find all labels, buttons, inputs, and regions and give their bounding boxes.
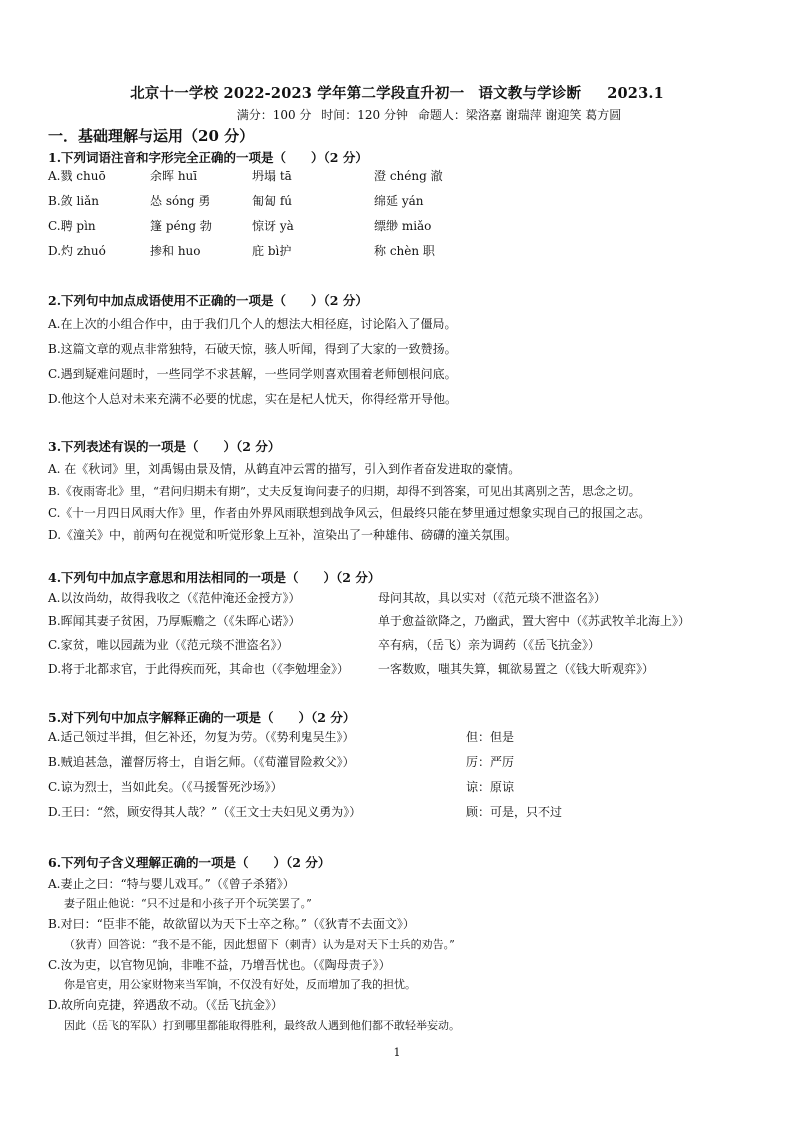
subject-title: 语文教与学诊断 [478,85,582,102]
q2-option-d: D.他这个人总对未来充满不必要的忧虑，实在是杞人忧天，你得经常开导他。 [48,392,458,406]
q5-option-c: C.谅为烈士，当如此矣。（《马援誓死沙场》） [48,780,283,794]
q5-option-c-gloss: 谅：原谅 [466,780,515,794]
q4-option-d-left: D.将于北都求官，于此得疾而死，其命也（《李勉埋金》） [48,662,350,676]
q1-option-b-2: 怂 sóng 勇 [150,194,211,208]
q4-option-c-left: C.家贫，唯以园蔬为业（《范元琰不泄盗名》） [48,638,289,652]
q1-option-d-4: 称 chèn 职 [374,244,435,258]
school-title: 北京十一学校 2022-2023 学年第二学段直升初一 [130,85,465,102]
q4-option-a-right: 母问其故，具以实对（《范元琰不泄盗名》） [378,591,607,605]
question-1-stem: 1.下列词语注音和字形完全正确的一项是（ ）（2 分） [48,150,368,165]
q5-option-a: A.适己领过半揖，但乞补还，勿复为劳。（《势利鬼吴生》） [48,730,355,744]
q1-option-d-1: D.灼 zhuó [48,244,106,258]
q2-option-c: C.遇到疑难问题时，一些同学不求甚解，一些同学则喜欢围着老师刨根问底。 [48,367,457,381]
question-3-stem: 3.下列表述有误的一项是（ ）（2 分） [48,439,281,454]
time-limit: 时间：120 分钟 [321,108,408,122]
q6-option-c: C.汝为吏，以官物见饷，非唯不益，乃增吾忧也。（《陶母责子》） [48,958,391,972]
q5-option-d-gloss: 顾：可是，只不过 [466,805,563,819]
full-score: 满分：100 分 [236,108,312,122]
q1-option-b-3: 匍匐 fú [252,194,292,208]
q4-option-b-left: B.晖闻其妻子贫困，乃厚赈赡之（《朱晖心诺》） [48,614,301,628]
q5-option-d: D.王曰：“然，顾安得其人哉？”（《王文士夫妇见义勇为》） [48,805,362,819]
q1-option-c-1: C.聘 pìn [48,219,96,233]
q1-option-c-4: 缥缈 miǎo [374,219,432,233]
q6-option-a-translation: 妻子阻止他说：“只不过是和小孩子开个玩笑罢了。” [64,897,312,910]
q1-option-c-3: 惊讶 yà [252,219,294,233]
q1-option-a-4: 澄 chéng 澈 [374,169,443,183]
q4-option-b-right: 单于愈益欲降之，乃幽武，置大窖中（《苏武牧羊北海上》） [378,614,691,628]
q5-option-b: B.贼追甚急，灌督厉将士，自诣乞师。（《荀灌冒险救父》） [48,755,355,769]
exam-title [0,82,794,103]
q1-option-d-2: 掺和 huo [150,244,201,258]
authors: 命题人：梁洛嘉 谢瑞萍 谢迎笑 葛方圆 [417,108,622,122]
q1-option-b-1: B.敛 liǎn [48,194,100,208]
q1-option-b-4: 绵延 yán [374,194,424,208]
q3-option-a: A. 在《秋词》里，刘禹锡由景及情，从鹤直冲云霄的描写，引入到作者奋发进取的豪情。 [48,462,521,476]
q1-option-a-3: 坍塌 tā [252,169,292,183]
q4-option-a-left: A.以汝尚幼，故得我收之（《范仲淹还金授方》） [48,591,301,605]
q4-option-c-right: 卒有病，（岳飞）亲为调药（《岳飞抗金》） [378,638,601,652]
q1-option-d-3: 庇 bì护 [252,244,292,258]
q1-option-c-2: 篷 péng 勃 [150,219,212,233]
question-4-stem: 4.下列句中加点字意思和用法相同的一项是（ ）（2 分） [48,570,381,585]
q6-option-b: B.对曰：“臣非不能，故欲留以为天下士卒之称。”（《狄青不去面文》） [48,917,415,931]
q1-option-a-2: 余晖 huī [150,169,198,183]
q3-option-b: B.《夜雨寄北》里，“君问归期未有期”，丈夫反复询问妻子的归期，却得不到答案，可见出其离别之苦，思念之切。 [48,484,641,498]
question-6-stem: 6.下列句子含义理解正确的一项是（ ）（2 分） [48,855,331,870]
q5-option-b-gloss: 厉：严厉 [466,755,515,769]
exam-date: 2023.1 [607,85,664,102]
q6-option-d-translation: 因此（岳飞的军队）打到哪里都能取得胜利，最终敌人遇到他们都不敢轻举妄动。 [64,1019,460,1032]
q6-option-d: D.故所向克捷，猝遇敌不动。（《岳飞抗金》） [48,998,284,1012]
q3-option-d: D.《潼关》中，前两句在视觉和听觉形象上互补，渲染出了一种雄伟、磅礴的潼关氛围。 [48,528,518,542]
q6-option-a: A.妻止之曰：“特与婴儿戏耳。”（《曾子杀猪》） [48,877,295,891]
q3-option-c: C.《十一月四日风雨大作》里，作者由外界风雨联想到战争风云，但最终只能在梦里通过想象实现自己的报国之志。 [48,506,651,520]
q2-option-b: B.这篇文章的观点非常独特，石破天惊，骇人听闻，得到了大家的一致赞扬。 [48,342,457,356]
q4-option-d-right: 一客数败，嗤其失算，辄欲易置之（《钱大昕观弈》） [378,662,655,676]
q1-option-a-1: A.戮 chuō [48,169,106,183]
q5-option-a-gloss: 但：但是 [466,730,515,744]
page-number: 1 [393,1046,401,1059]
q6-option-c-translation: 你是官吏，用公家财物来当军饷，不仅没有好处，反而增加了我的担忧。 [64,978,416,991]
q2-option-a: A.在上次的小组合作中，由于我们几个人的想法大相径庭，讨论陷入了僵局。 [48,317,457,331]
section-heading: 一．基础理解与运用（20 分） [48,127,255,145]
exam-meta [0,106,794,123]
question-5-stem: 5.对下列句中加点字解释正确的一项是（ ）（2 分） [48,710,356,725]
question-2-stem: 2.下列句中加点成语使用不正确的一项是（ ）（2 分） [48,293,368,308]
q6-option-b-translation: （狄青）回答说：“我不是不能，因此想留下（刺青）认为是对天下士兵的劝告。” [64,938,455,951]
